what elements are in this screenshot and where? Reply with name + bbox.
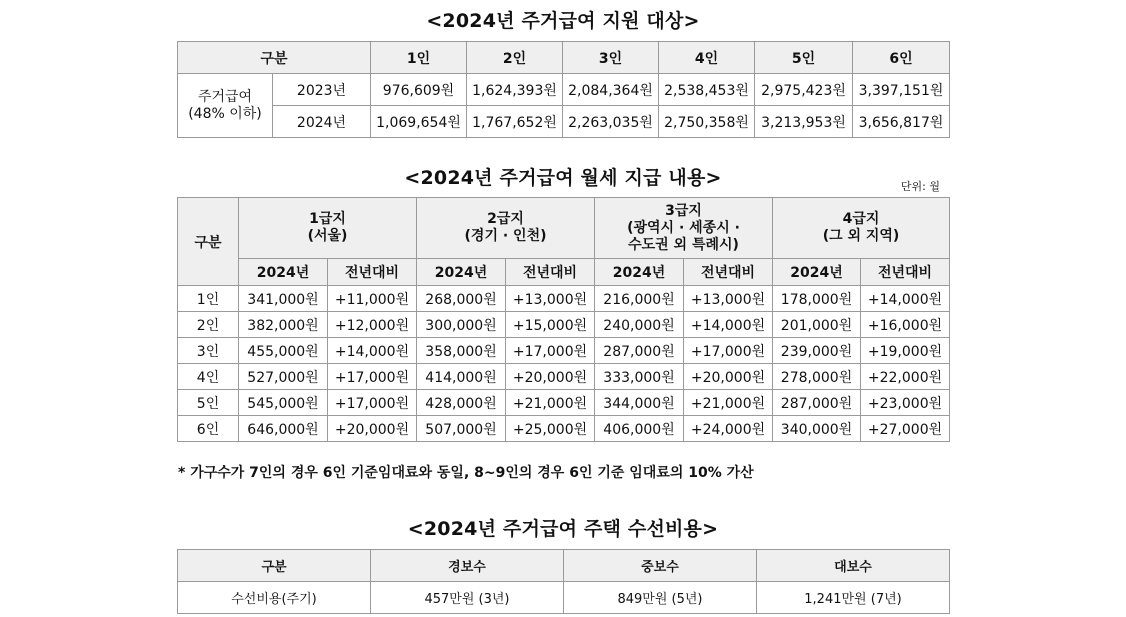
rent-amount-cell: 507,000원 bbox=[417, 416, 506, 442]
rent-amount-cell: 527,000원 bbox=[239, 364, 328, 390]
row-label: 수선비용(주기) bbox=[178, 582, 371, 614]
rent-change-cell: +13,000원 bbox=[506, 286, 595, 312]
rent-amount-cell: 268,000원 bbox=[417, 286, 506, 312]
rent-amount-cell: 300,000원 bbox=[417, 312, 506, 338]
value-cell: 2,750,358원 bbox=[659, 106, 755, 138]
subheader-change: 전년대비 bbox=[506, 259, 595, 286]
rent-change-cell: +16,000원 bbox=[861, 312, 950, 338]
row-group-label-line1: 주거급여 bbox=[197, 88, 253, 105]
support-target-title: <2024년 주거급여 지원 대상> bbox=[426, 10, 700, 32]
rent-change-cell: +15,000원 bbox=[506, 312, 595, 338]
rent-change-cell: +20,000원 bbox=[684, 364, 773, 390]
header-cell: 6인 bbox=[853, 42, 950, 74]
rent-amount-cell: 344,000원 bbox=[595, 390, 684, 416]
rent-amount-cell: 414,000원 bbox=[417, 364, 506, 390]
rent-amount-cell: 358,000원 bbox=[417, 338, 506, 364]
header-cell: 3인 bbox=[563, 42, 659, 74]
table-row bbox=[178, 106, 950, 138]
unit-label: 단위: 월 bbox=[900, 180, 940, 193]
corner-header: 구분 bbox=[178, 198, 239, 286]
value-cell: 976,609원 bbox=[371, 74, 467, 106]
value-cell: 3,397,151원 bbox=[853, 74, 950, 106]
rent-change-cell: +21,000원 bbox=[684, 390, 773, 416]
grade-region-cont: 수도권 외 특례시) bbox=[628, 236, 739, 253]
header-cell: 경보수 bbox=[371, 550, 564, 582]
grade-name: 3급지 bbox=[665, 202, 702, 219]
subheader-year: 2024년 bbox=[773, 259, 861, 286]
table-row bbox=[178, 416, 950, 442]
value-cell: 2,263,035원 bbox=[563, 106, 659, 138]
header-cell: 5인 bbox=[755, 42, 853, 74]
repair-cost-title: <2024년 주거급여 주택 수선비용> bbox=[407, 518, 719, 540]
year-cell: 2024년 bbox=[273, 106, 371, 138]
household-size-cell: 4인 bbox=[178, 364, 239, 390]
monthly-rent-table bbox=[177, 197, 950, 442]
grade-name: 2급지 bbox=[487, 211, 524, 227]
repair-cost-table bbox=[177, 549, 950, 614]
rent-amount-cell: 333,000원 bbox=[595, 364, 684, 390]
grade-header-3 bbox=[595, 198, 773, 259]
rent-change-cell: +17,000원 bbox=[684, 338, 773, 364]
value-cell: 1,069,654원 bbox=[371, 106, 467, 138]
grade-region: (그 외 지역) bbox=[822, 228, 900, 244]
table-header-row bbox=[178, 550, 950, 582]
household-size-cell: 3인 bbox=[178, 338, 239, 364]
rent-change-cell: +17,000원 bbox=[506, 338, 595, 364]
rent-change-cell: +23,000원 bbox=[861, 390, 950, 416]
subheader-change: 전년대비 bbox=[684, 259, 773, 286]
grade-region: (광역시 · 세종시 · bbox=[627, 219, 740, 236]
grade-region: (서울) bbox=[307, 228, 348, 244]
rent-change-cell: +14,000원 bbox=[684, 312, 773, 338]
subheader-year: 2024년 bbox=[595, 259, 684, 286]
rent-amount-cell: 201,000원 bbox=[773, 312, 861, 338]
rent-change-cell: +19,000원 bbox=[861, 338, 950, 364]
rent-amount-cell: 240,000원 bbox=[595, 312, 684, 338]
rent-change-cell: +27,000원 bbox=[861, 416, 950, 442]
table-header-row bbox=[178, 42, 950, 74]
header-cell: 중보수 bbox=[564, 550, 757, 582]
rent-change-cell: +20,000원 bbox=[328, 416, 417, 442]
value-cell: 2,538,453원 bbox=[659, 74, 755, 106]
support-target-table bbox=[177, 41, 950, 138]
rent-amount-cell: 178,000원 bbox=[773, 286, 861, 312]
table-row bbox=[178, 582, 950, 614]
header-cell: 구분 bbox=[178, 550, 371, 582]
value-cell: 1,624,393원 bbox=[467, 74, 563, 106]
table-row bbox=[178, 312, 950, 338]
monthly-rent-title: <2024년 주거급여 월세 지급 내용> bbox=[404, 167, 722, 189]
footnote: * 가구수가 7인의 경우 6인 기준임대료와 동일, 8~9인의 경우 6인 기준 임대료의 10% 가산 bbox=[178, 465, 754, 481]
household-size-cell: 6인 bbox=[178, 416, 239, 442]
table-row bbox=[178, 286, 950, 312]
table-row bbox=[178, 74, 950, 106]
table-row bbox=[178, 364, 950, 390]
row-group-label bbox=[178, 74, 273, 138]
value-cell: 2,084,364원 bbox=[563, 74, 659, 106]
subheader-year: 2024년 bbox=[417, 259, 506, 286]
rent-change-cell: +11,000원 bbox=[328, 286, 417, 312]
rent-change-cell: +21,000원 bbox=[506, 390, 595, 416]
header-cell: 4인 bbox=[659, 42, 755, 74]
header-cell: 2인 bbox=[467, 42, 563, 74]
header-cell: 구분 bbox=[178, 42, 371, 74]
value-cell: 1,241만원 (7년) bbox=[757, 582, 950, 614]
rent-amount-cell: 287,000원 bbox=[595, 338, 684, 364]
value-cell: 849만원 (5년) bbox=[564, 582, 757, 614]
rent-change-cell: +20,000원 bbox=[506, 364, 595, 390]
header-cell: 대보수 bbox=[757, 550, 950, 582]
rent-change-cell: +14,000원 bbox=[328, 338, 417, 364]
rent-change-cell: +24,000원 bbox=[684, 416, 773, 442]
year-cell: 2023년 bbox=[273, 74, 371, 106]
value-cell: 1,767,652원 bbox=[467, 106, 563, 138]
group-header-row bbox=[178, 198, 950, 259]
value-cell: 3,656,817원 bbox=[853, 106, 950, 138]
household-size-cell: 1인 bbox=[178, 286, 239, 312]
table-row bbox=[178, 338, 950, 364]
household-size-cell: 2인 bbox=[178, 312, 239, 338]
rent-change-cell: +17,000원 bbox=[328, 390, 417, 416]
rent-amount-cell: 278,000원 bbox=[773, 364, 861, 390]
grade-name: 4급지 bbox=[842, 211, 880, 227]
rent-change-cell: +25,000원 bbox=[506, 416, 595, 442]
rent-change-cell: +22,000원 bbox=[861, 364, 950, 390]
rent-amount-cell: 341,000원 bbox=[239, 286, 328, 312]
rent-table-body bbox=[178, 286, 950, 442]
grade-name: 1급지 bbox=[309, 211, 346, 227]
table-row bbox=[178, 390, 950, 416]
rent-change-cell: +14,000원 bbox=[861, 286, 950, 312]
rent-change-cell: +12,000원 bbox=[328, 312, 417, 338]
rent-amount-cell: 216,000원 bbox=[595, 286, 684, 312]
header-cell: 1인 bbox=[371, 42, 467, 74]
rent-amount-cell: 287,000원 bbox=[773, 390, 861, 416]
grade-header-4 bbox=[773, 198, 950, 259]
value-cell: 457만원 (3년) bbox=[371, 582, 564, 614]
rent-amount-cell: 382,000원 bbox=[239, 312, 328, 338]
subheader-change: 전년대비 bbox=[861, 259, 950, 286]
rent-amount-cell: 646,000원 bbox=[239, 416, 328, 442]
subheader-row bbox=[178, 259, 950, 286]
rent-amount-cell: 340,000원 bbox=[773, 416, 861, 442]
rent-change-cell: +17,000원 bbox=[328, 364, 417, 390]
rent-amount-cell: 428,000원 bbox=[417, 390, 506, 416]
rent-amount-cell: 455,000원 bbox=[239, 338, 328, 364]
grade-header-1 bbox=[239, 198, 417, 259]
grade-header-2 bbox=[417, 198, 595, 259]
subheader-change: 전년대비 bbox=[328, 259, 417, 286]
rent-amount-cell: 545,000원 bbox=[239, 390, 328, 416]
value-cell: 3,213,953원 bbox=[755, 106, 853, 138]
rent-amount-cell: 239,000원 bbox=[773, 338, 861, 364]
row-group-label-line2: (48% 이하) bbox=[188, 105, 262, 122]
grade-region: (경기 · 인천) bbox=[464, 228, 547, 244]
subheader-year: 2024년 bbox=[239, 259, 328, 286]
rent-amount-cell: 406,000원 bbox=[595, 416, 684, 442]
rent-change-cell: +13,000원 bbox=[684, 286, 773, 312]
household-size-cell: 5인 bbox=[178, 390, 239, 416]
value-cell: 2,975,423원 bbox=[755, 74, 853, 106]
